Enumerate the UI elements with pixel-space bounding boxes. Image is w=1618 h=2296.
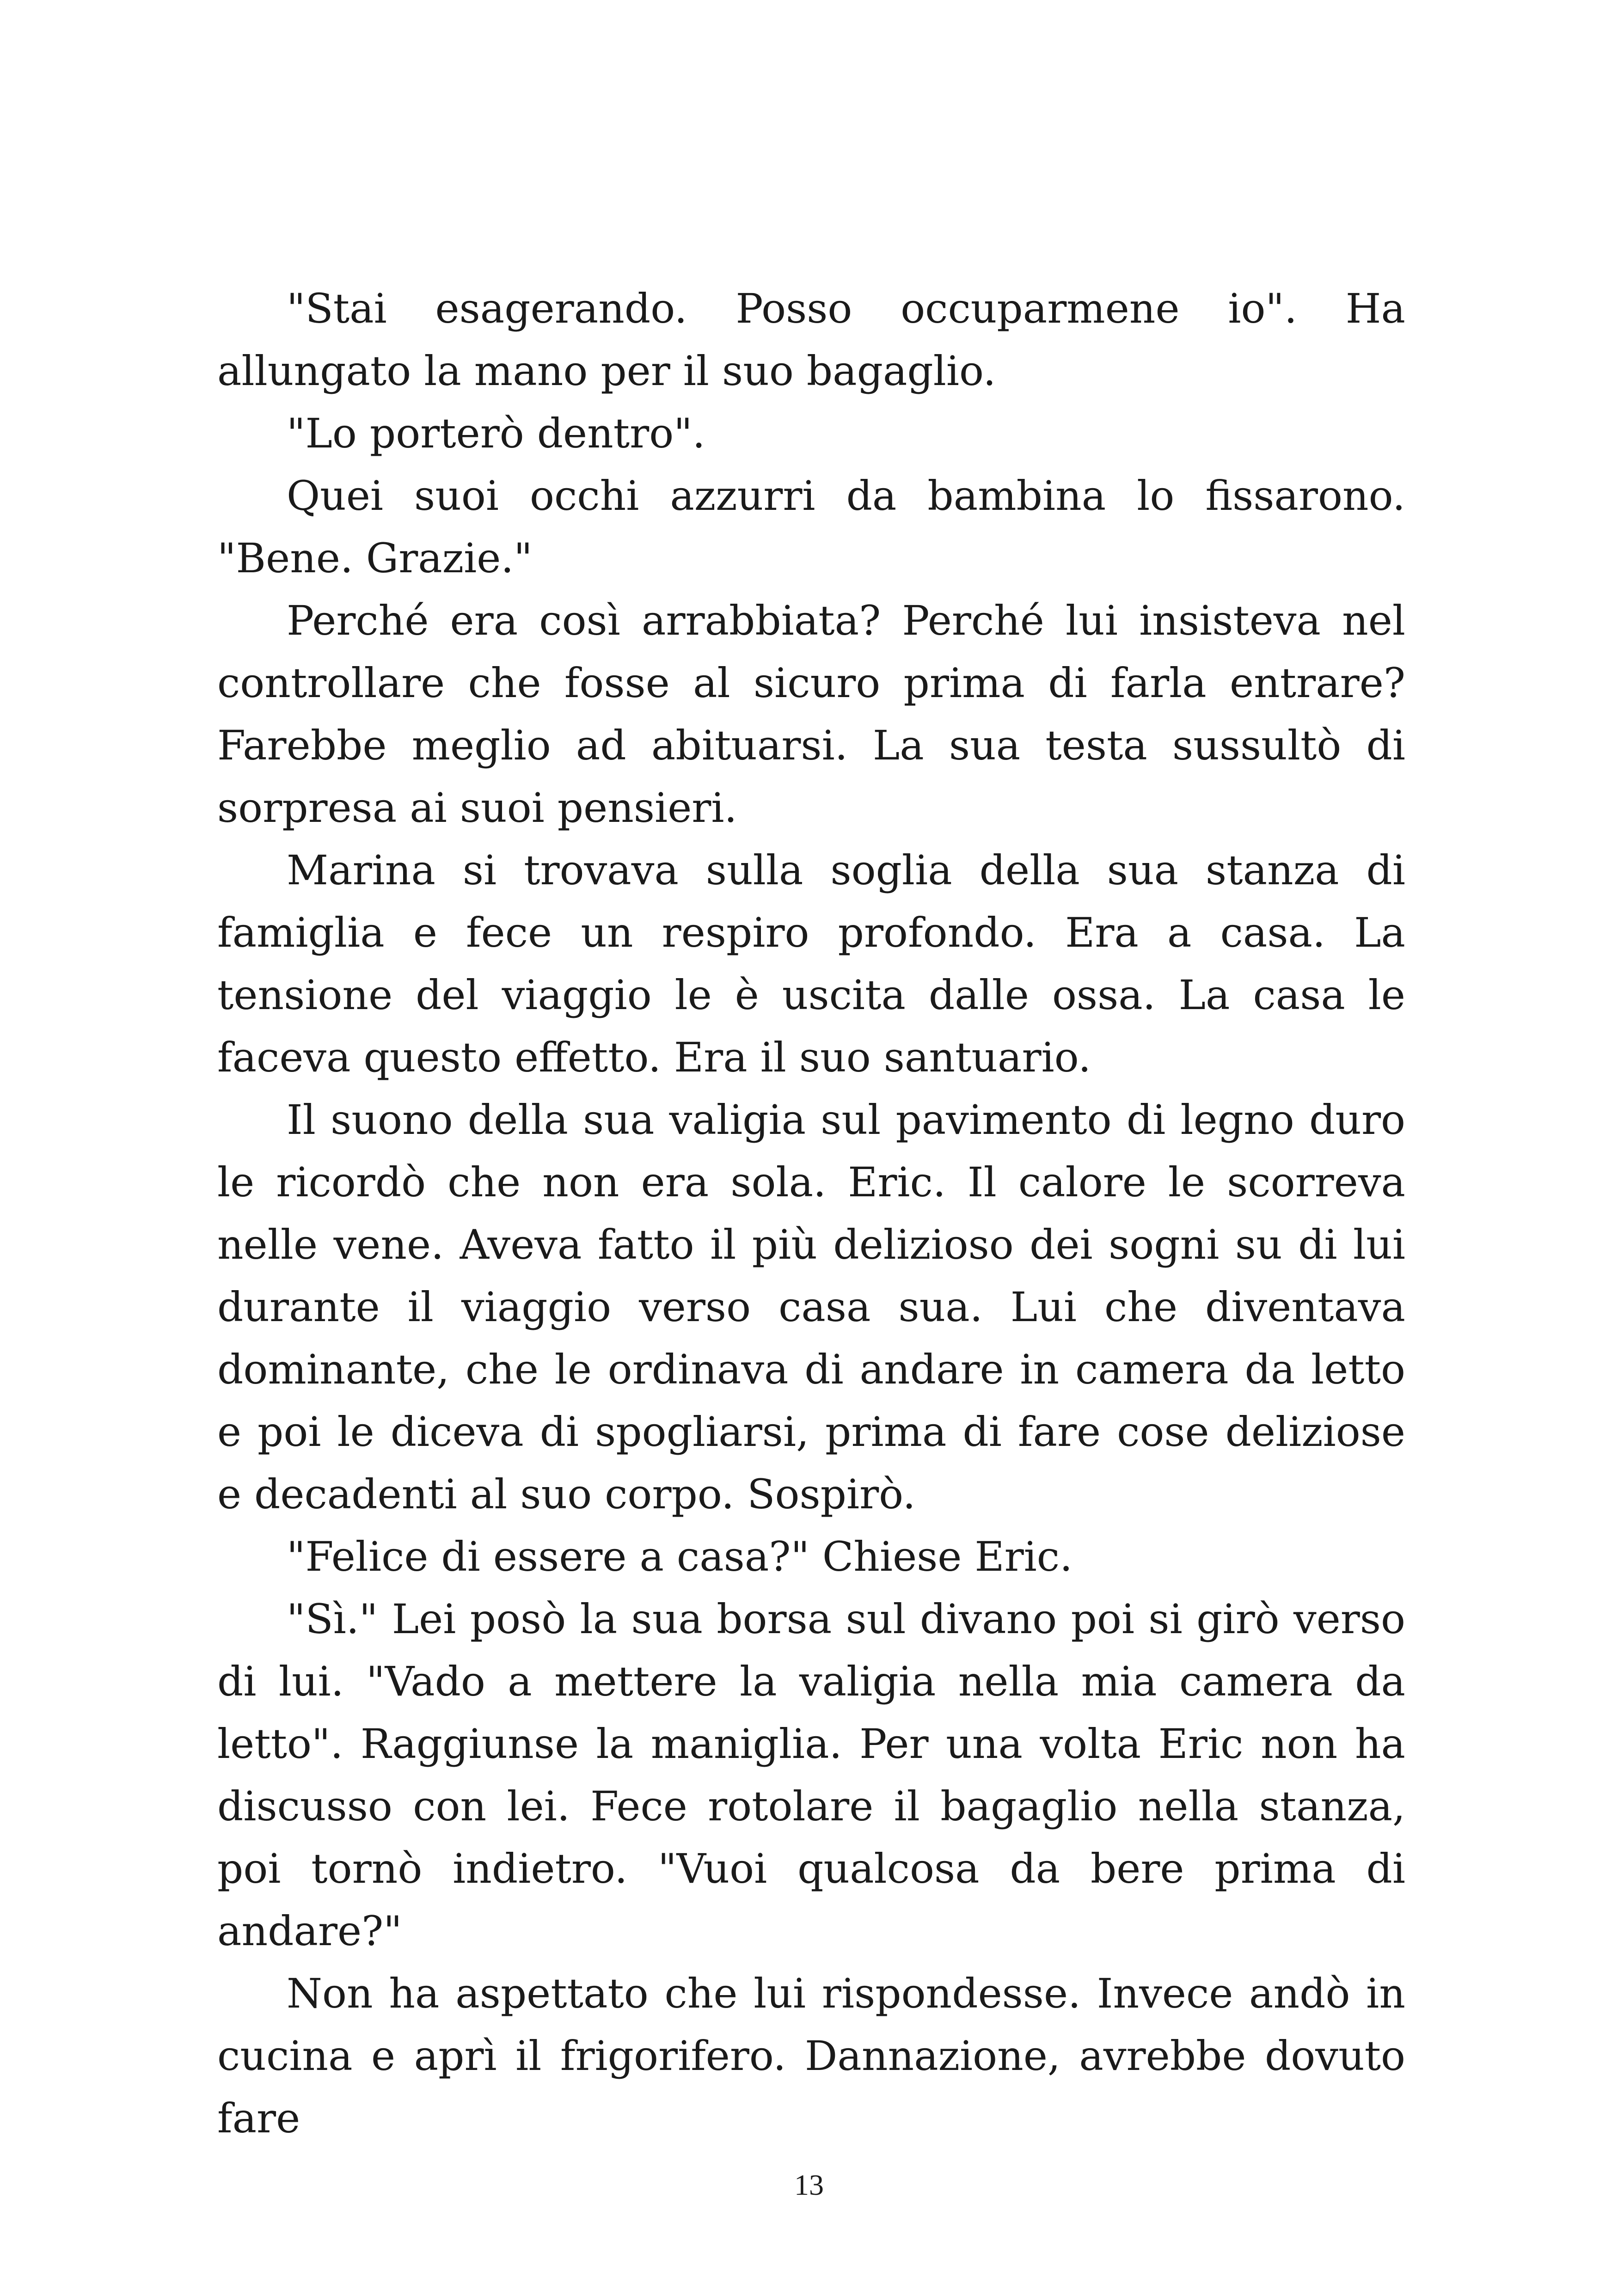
paragraph-6: Il suono della sua valigia sul pavimento di legno duro le ricordò che non era sola. Eric. Il calore le scorreva nelle vene. Aveva fatto il più delizioso dei sogni su di lui durante il viaggio verso casa sua. Lui che diventava dominante, che le ordinava di andare in camera da letto e poi le diceva di spogliarsi, prima di fare cose deliziose e decadenti al suo corpo. Sospirò. xyxy=(217,1096,1405,1518)
body-text xyxy=(217,277,1405,2149)
paragraph-5: Marina si trovava sulla soglia della sua stanza di famiglia e fece un respiro profondo. Era a casa. La tensione del viaggio le è uscita dalle ossa. La casa le faceva questo effetto. Era il suo santuario. xyxy=(217,846,1405,1081)
paragraph-7: "Felice di essere a casa?" Chiese Eric. xyxy=(287,1533,1073,1580)
paragraph-3: Quei suoi occhi azzurri da bambina lo fissarono. "Bene. Grazie." xyxy=(217,472,1405,582)
paragraph-8: "Sì." Lei posò la sua borsa sul divano poi si girò verso di lui. "Vado a mettere la valigia nella mia camera da letto". Raggiunse la maniglia. Per una volta Eric non ha discusso con lei. Fece rotolare il bagaglio nella stanza, poi tornò indietro. "Vuoi qualcosa da bere prima di andare?" xyxy=(217,1595,1405,1955)
paragraph-1: "Stai esagerando. Posso occuparmene io". Ha allungato la mano per il suo bagaglio. xyxy=(217,285,1405,395)
paragraph-4: Perché era così arrabbiata? Perché lui insisteva nel controllare che fosse al sicuro prima di farla entrare? Farebbe meglio ad abituarsi. La sua testa sussultò di sorpresa ai suoi pensieri. xyxy=(217,597,1405,832)
page-number: 13 xyxy=(794,2168,824,2201)
paragraph-2: "Lo porterò dentro". xyxy=(287,410,705,457)
paragraph-9: Non ha aspettato che lui rispondesse. Invece andò in cucina e aprì il frigorifero. Dannazione, avrebbe dovuto fare xyxy=(217,1970,1405,2142)
